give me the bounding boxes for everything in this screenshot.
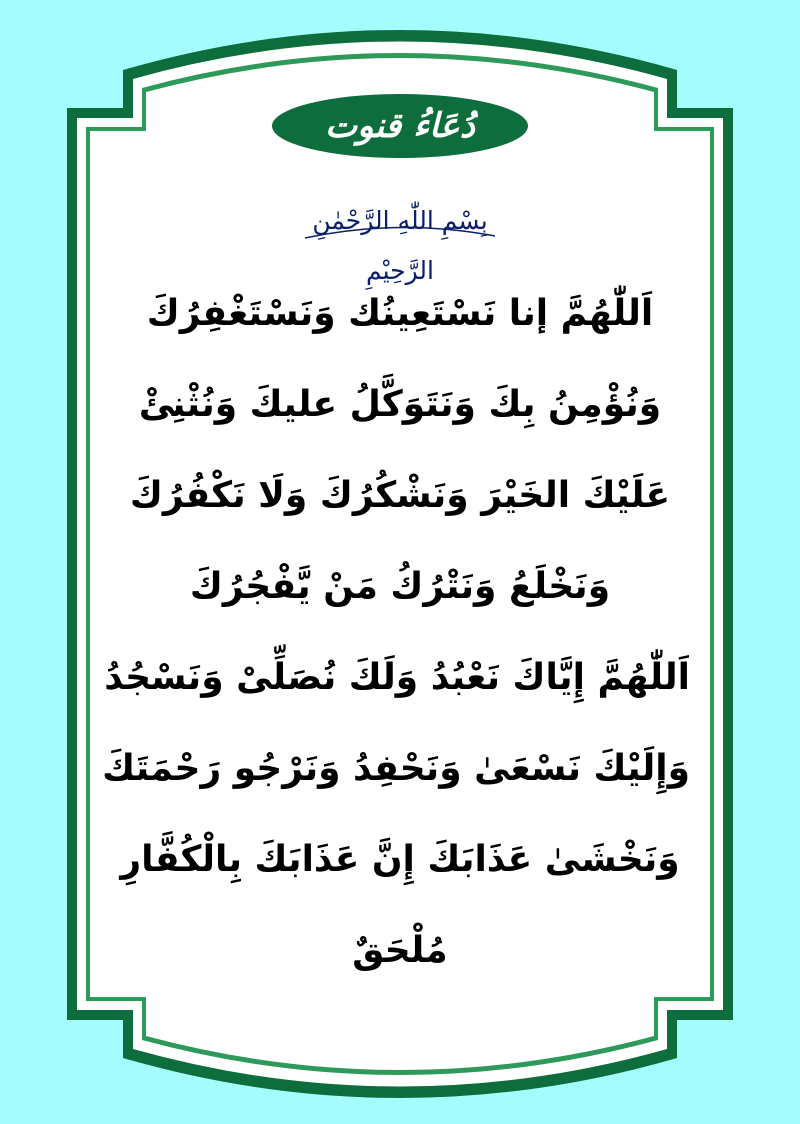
dua-text [102, 268, 690, 996]
dua-line: عَلَيْكَ الخَيْرَ وَنَشْكُرُكَ وَلَا نَكْفُرُكَ [129, 475, 671, 516]
dua-line: وَنَخْلَعُ وَنَتْرُكُ مَنْ يَّفْجُرُكَ [189, 566, 611, 607]
dua-line: وَإِلَيْكَ نَسْعَیٰ وَنَحْفِدُ وَنَرْجُو رَحْمَتَكَ [102, 748, 690, 789]
page-title: دُعَاءُ قنوت [325, 106, 475, 146]
basmala-calligraphy: بِسْمِ اللّٰهِ الرَّحْمٰنِ الرَّحِيْمِ [312, 206, 488, 285]
dua-line: وَنُؤْمِنُ بِكَ وَنَتَوَكَّلُ عليكَ وَنُثْنِئْ [138, 384, 662, 425]
dua-line: وَنَخْشَیٰ عَذَابَكَ إِنَّ عَذَابَكَ بِالْكُفَّارِ [120, 839, 680, 880]
dua-line: اَللّٰھُمَّ إِيَّاكَ نَعْبُدُ وَلَكَ نُصَلِّیْ وَنَسْجُدُ [104, 657, 690, 698]
dua-line: مُلْحَقٌ [352, 930, 448, 971]
dua-line: اَللّٰھُمَّ إنا نَسْتَعِينُك وَنَسْتَغْفِرُكَ [146, 293, 654, 334]
